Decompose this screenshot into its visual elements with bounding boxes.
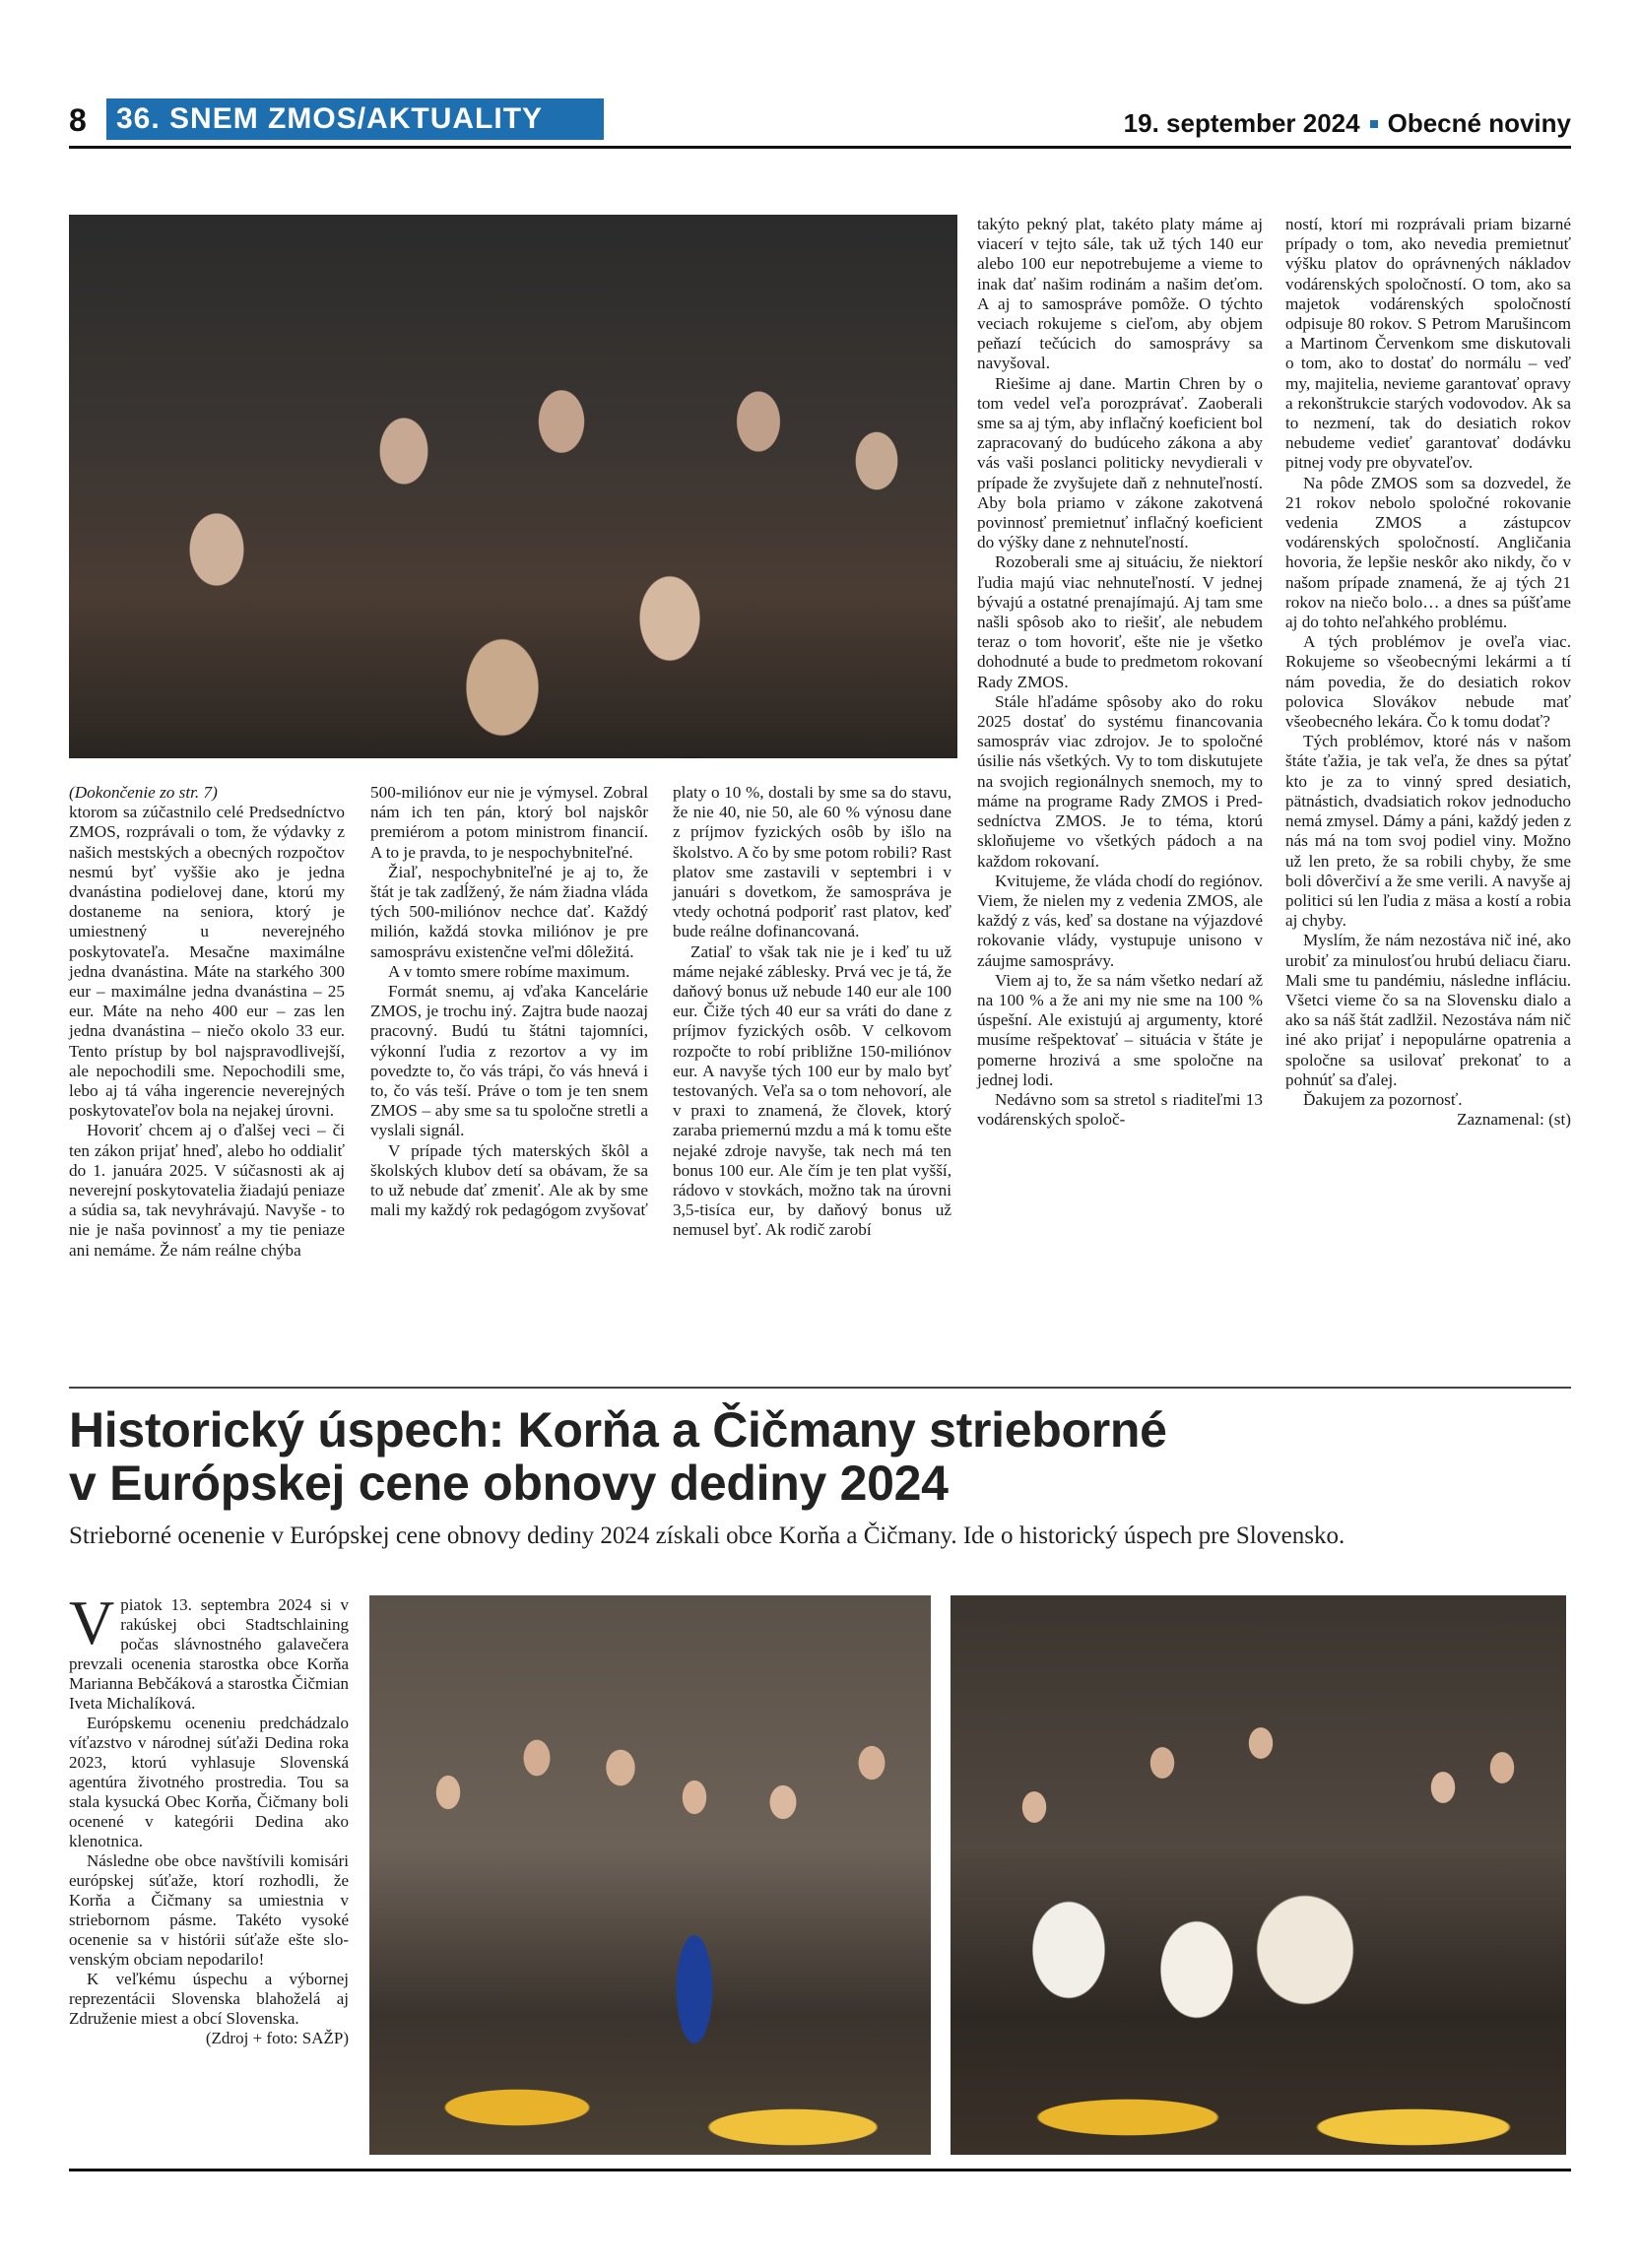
paragraph: A v tomto smere robíme maximum. <box>388 961 630 981</box>
publication-name: Obecné noviny <box>1387 108 1571 138</box>
paragraph: Riešime aj dane. Martin Chren by o tom vedel veľa porozprávať. Zaoberali sme sa aj tým, aby inflačný koeficient bol zapracovaný do budúceho zákona a aby vás vaši poslanci politicky nevydierali v prípade že zvyšujete daň z nehnuteľností. Aby bola priamo v zákone zakotvená povinnosť premietnuť inflačný koeficient do výšky dane z nehnuteľností. <box>977 373 1263 552</box>
header-meta <box>1124 108 1571 139</box>
paragraph: A tých problémov je oveľa viac. Rokujeme so všeobecnými lekármi a tí nám povedia, že do desiatich rokov polovica Slovákov nebude mať všeobecného lekára. Čo k tomu dodať? <box>1285 632 1571 732</box>
paragraph: Hovoriť chcem aj o ďalšej veci – či ten zákon prijať hneď, alebo ho oddialiť do 1. januára 2025. V súčasnosti ak aj neverejní poskytovatelia žiadajú peniaze a súdia sa, tak nevyhrávajú. Navyše - to nie je naša povinnosť a my tie peniaze ani nemáme. Že nám reálne chýba <box>69 1121 345 1260</box>
award-ceremony-photo-1 <box>369 1595 931 2155</box>
audience-photo <box>69 215 957 758</box>
article2-column <box>69 1588 349 2048</box>
headline-line-1: Historický úspech: Korňa a Čičmany strieborné <box>69 1402 1167 1458</box>
paragraph: Na pôde ZMOS som sa dozvedel, že 21 rokov nebolo spoločné rokovanie vedenia ZMOS a zástupcov vodárenských spoločností. Angličania hovoria, že lepšie neskôr ako nikdy, čo v našom prípade znamená, že aj tých 21 rokov na niečo bolo… a dnes sa púšťame aj do tohto neľahkého problému. <box>1285 473 1571 632</box>
continued-note: (Dokončenie zo str. 7) <box>69 783 218 802</box>
separator-dot-icon <box>1370 120 1378 128</box>
paragraph: 500-miliónov eur nie je výmysel. Zobral nám ich ten pán, ktorý bol najskôr premiérom a potom ministrom financií. A to je pravda, to je nespochybniteľné. <box>370 783 648 862</box>
paragraph <box>69 1588 349 1714</box>
article1-column-5 <box>1285 215 1571 1130</box>
paragraph: ností, ktorí mi rozprávali priam bizarné prípady o tom, ako nevedia premietnuť výšku platov do oprávnených nákladov vodárenských spoločností. O tom, ako sa majetok vodárenských spoločností odpisuje 80 rokov. S Petrom Marušincom a Martinom Červenkom sme diskutovali o tom, ako to dostať do normálu – veď my, majitelia, nevieme garantovať opravy a rekonštrukcie starých vodovodov. Ak sa to nezmení, tak do desiatich rokov nebudeme vedieť garantovať dodávku pitnej vody pre obyvateľov. <box>1285 215 1571 473</box>
paragraph: Viem aj to, že sa nám všetko nedarí až na 100 % a že ani my nie sme na 100 % úspešní. Ale existujú aj argumenty, ktoré musíme rešpektovať – situácia v štáte je pomerne hrozivá a sme spoločne na jednej lodi. <box>977 970 1263 1089</box>
paragraph: takýto pekný plat, takéto platy máme aj viacerí v tejto sále, tak už tých 140 eur alebo 100 eur nepotrebujeme a vieme to inak dať našim rodinám a našim deťom. A aj to samospráve pomôže. O týchto veciach rokujeme s cieľom, aby objem peňazí tečúcich do samosprávy sa navyšoval. <box>977 215 1263 373</box>
paragraph: K veľkému úspechu a výbornej reprezentácii Slovenska blahoželá aj Združenie miest a obcí Slovenska. <box>69 1970 349 2028</box>
headline-line-2: v Európskej cene obnovy dediny 2024 <box>69 1456 949 1511</box>
footer-rule <box>69 2169 1571 2171</box>
paragraph: Tých problémov, ktoré nás v našom štáte ťažia, je tak veľa, že dnes sa pýtať kto je za to vinný spred desiatich, pätnástich, dvadsiatich rokov jednoducho nemá zmysel. Dámy a páni, každý jeden z nás má na tom svoj podiel viny. Možno už len preto, že sa robili chyby, že sme boli dôverčiví a že sme verili. A navyše aj politici sú len ľudia z mäsa a kostí a robia aj chyby. <box>1285 732 1571 931</box>
paragraph: V prípade tých materských škôl a školských klubov detí sa obávam, že sa to už nebude dať zmeniť. Ale ak by sme mali my každý rok pedagógom zvyšovať <box>370 1140 648 1220</box>
paragraph: Žiaľ, nespochybniteľné je aj to, že štát je tak zadĺžený, že nám žiadna vláda tých 500-miliónov nechce dať. Každý milión, každá stovka miliónov je pre samosprávu existenčne veľmi dôležitá. <box>370 862 648 961</box>
paragraph: platy o 10 %, dostali by sme sa do stavu, že nie 40, nie 50, ale 60 % výnosu dane z príjmov fyzických osôb by išlo na školstvo. A čo by sme potom robili? Rast platov sme zastavili v septembri i v januári s dovetkom, že samospráva je vtedy ochotná podporiť rast platov, keď bude reálne dofinancovaná. <box>673 783 951 941</box>
drop-cap: V <box>69 1588 115 1657</box>
article-divider <box>69 1387 1571 1389</box>
page-number: 8 <box>69 102 87 138</box>
paragraph: Stále hľadáme spôsoby ako do roku 2025 dostať do systému financovania samospráv viac zdrojov. Je to spoločné úsilie nás všetkých. Vy to tom diskutujete na svojich regionálnych snemoch, my to máme na programe Rady ZMOS i Predsedníctva ZMOS. Je to téma, ktorú skloňujeme vo všetkých pádoch a na každom rokovaní. <box>977 691 1263 871</box>
article2-lead: Strieborné ocenenie v Európskej cene obnovy dediny 2024 získali obce Korňa a Čičmany. Ide o historický úspech pre Slovensko. <box>69 1523 1345 1549</box>
paragraph: Nedávno som sa stretol s riaditeľmi 13 vodárenských spoloč- <box>977 1089 1263 1130</box>
author-signature: Zaznamenal: (st) <box>1457 1110 1571 1130</box>
photo-source: (Zdroj + foto: SAŽP) <box>205 2029 349 2047</box>
award-ceremony-photo-2 <box>951 1595 1566 2155</box>
article2-headline <box>69 1403 1576 1510</box>
article1-column-3 <box>673 783 951 1241</box>
paragraph: Zatiaľ to však tak nie je i keď tu už máme nejaké záblesky. Prvá vec je tá, že daňový bonus už nebude 140 eur ale 100 eur. Čiže tých 40 eur sa vráti do dane z príjmov fyzických osôb. V celkovom rozpočte to robí približne 150-miliónov eur. A navyše tých 100 eur by malo byť testovaných. Veľa sa o tom nehovorí, ale v praxi to znamená, že človek, ktorý zaraba priemernú mzdu a má k tomu ešte nejaké zdroje navyše, tak nech má ten bonus 100 eur. Ale čím je ten plat vyšší, rádovo v stovkách, možno tak na úrovni 3,5-tisíca eur, by daňový bonus už nemusel byť. Ak rodič zarobí <box>673 941 951 1240</box>
paragraph: Európskemu oceneniu predchádzalo víťazstvo v národnej súťaži Dedina roka 2023, ktorú vyhlasuje Slovenská agentúra životného prostredia. Tou sa stala kysucká Obec Korňa, Čičmany boli ocenené v kategórii Dedina ako klenotnica. <box>69 1714 349 1850</box>
paragraph: Kvitujeme, že vláda chodí do regiónov. Viem, že nielen my z vedenia ZMOS, ale každý z vás, keď sa dostane na výjazdové rokovanie vlády, vystupuje unisono v záujme samosprávy. <box>977 871 1263 970</box>
article1-column-4 <box>977 215 1263 1130</box>
paragraph: Formát snemu, aj vďaka Kancelárie ZMOS, je trochu iný. Zajtra bude naozaj pracovný. Budú tu štátni tajomníci, výkonní ľudia z rezortov a vy im povedzte to, čo vás trápi, čo vás hnevá i to, čo vás teší. Práve o tom je ten snem ZMOS – aby sme sa tu spoločne stretli a vyslali signál. <box>370 982 648 1140</box>
paragraph: Rozoberali sme aj situáciu, že niektorí ľudia majú viac nehnuteľností. V jednej bývajú a ostatné prenajímajú. Aj tam sme našli spôsob ako to riešiť, ale nebudem teraz o tom hovoriť, ešte nie je všetko dohodnuté a bude to predmetom rokovaní Rady ZMOS. <box>977 552 1263 691</box>
paragraph: Následne obe obce navštívili komisári európskej súťaže, ktorí rozhodli, že Korňa a Čičmany sa umiestnia v striebornom pásme. Takéto vysoké ocenenie sa v histórii súťaže ešte slovenským obciam nepodarilo! <box>69 1851 349 1969</box>
issue-date: 19. september 2024 <box>1123 108 1360 138</box>
paragraph: Ďakujem za pozornosť. <box>1303 1089 1463 1109</box>
paragraph: ktorom sa zúčastnilo celé Predsedníctvo ZMOS, rozprávali o tom, že výdavky z našich mestských a obecných rozpočtov nesmú byť vyššie ako je jedna dvanástina podielovej dane, ktorú my dostaneme na seniora, ktorý je umiestnený u neverejného poskytovateľa. Mesačne maximálne jedna dvanástina. Máte na starkého 300 eur – maximálne jedna dvanástina – 25 eur. Máte na neho 400 eur – zas len jedna dvanástina – niečo okolo 33 eur. Tento prístup by bol najspravodlivejší, ale nepochodili sme. Nepochodili sme, lebo aj tá váha ingerencie neverejných poskytovateľov bola na nejakej úrovni. <box>69 803 345 1121</box>
article1-column-2 <box>370 783 648 1220</box>
article1-column-1 <box>69 783 345 1261</box>
paragraph-text: piatok 13. septembra 2024 si v rakúskej obci Stadtschlaining počas slávnostného galavečera prevzali ocenenia starostka obce Korňa Marianna Bebčáková a starostka Čičmian Iveta Michalíková. <box>69 1595 349 1713</box>
header-rule <box>69 146 1571 149</box>
section-title: 36. SNEM ZMOS/AKTUALITY <box>116 102 544 135</box>
paragraph: Myslím, že nám nezostáva nič iné, ako urobiť za minulosťou hrubú deliacu čiaru. Mali sme tu pandémiu, následne infláciu. Všetci vieme čo sa na Slovensku dialo a ako sa náš štát zadlžil. Nezostáva nám nič iné ako prijať i nepopulárne opatrenia a spoločne sa usilovať prekonať to a pohnúť sa ďalej. <box>1285 931 1571 1089</box>
